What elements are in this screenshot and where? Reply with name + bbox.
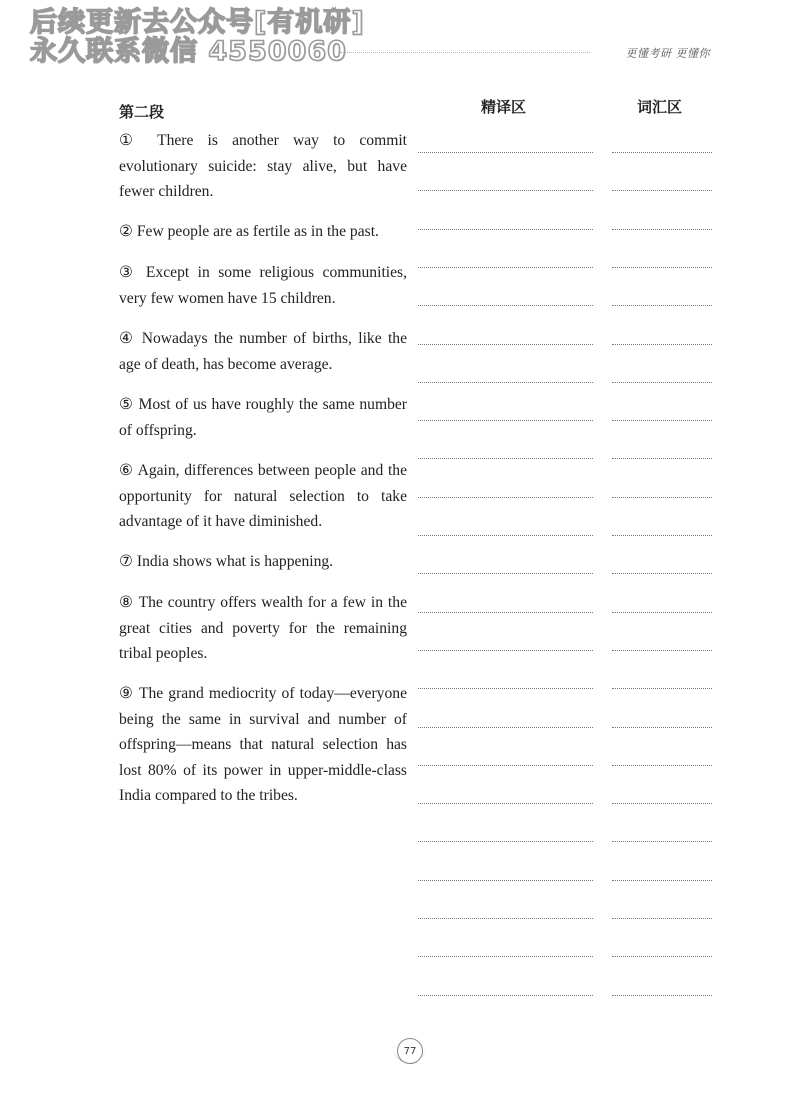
sentence-2: ② Few people are as fertile as in the past. xyxy=(119,223,379,240)
translation-line xyxy=(418,420,593,421)
vocabulary-line xyxy=(612,497,712,498)
vocabulary-line xyxy=(612,382,712,383)
translation-line xyxy=(418,382,593,383)
translation-line xyxy=(418,229,593,230)
vocabulary-line xyxy=(612,688,712,689)
vocabulary-line xyxy=(612,229,712,230)
translation-line xyxy=(418,995,593,996)
sentence-5: ⑤ Most of us have roughly the same number of offspring. xyxy=(119,396,407,439)
translation-line xyxy=(418,152,593,153)
translation-line xyxy=(418,841,593,842)
vocabulary-line xyxy=(612,152,712,153)
vocabulary-column-heading: 词汇区 xyxy=(637,98,683,116)
translation-line xyxy=(418,190,593,191)
vocabulary-line xyxy=(612,535,712,536)
section-title: 第二段 xyxy=(119,103,165,121)
sentence-1: ① There is another way to commit evolutionary suicide: stay alive, but have fewer children. xyxy=(119,132,407,200)
page-number: 77 xyxy=(397,1038,423,1064)
watermark-line-2: 永久联系微信 4550060 xyxy=(30,36,347,67)
vocabulary-line xyxy=(612,267,712,268)
translation-line xyxy=(418,956,593,957)
translation-line xyxy=(418,535,593,536)
vocabulary-line xyxy=(612,458,712,459)
sentence-6: ⑥ Again, differences between people and the opportunity for natural selection to take advantage of it have diminished. xyxy=(119,462,407,530)
sentence-7: ⑦ India shows what is happening. xyxy=(119,553,334,570)
sentence-4: ④ Nowadays the number of births, like the age of death, has become average. xyxy=(119,330,407,373)
sentence-8: ⑧ The country offers wealth for a few in the great cities and poverty for the remaining tribal peoples. xyxy=(119,594,407,662)
translation-line xyxy=(418,344,593,345)
translation-line xyxy=(418,458,593,459)
translation-line xyxy=(418,803,593,804)
vocabulary-line xyxy=(612,305,712,306)
vocabulary-line xyxy=(612,727,712,728)
vocabulary-line xyxy=(612,420,712,421)
watermark-line-1: 后续更新去公众号[有机研] xyxy=(30,7,365,38)
vocabulary-line xyxy=(612,190,712,191)
vocabulary-line xyxy=(612,573,712,574)
translation-line xyxy=(418,918,593,919)
translation-line xyxy=(418,573,593,574)
vocabulary-line xyxy=(612,803,712,804)
sentence-3: ③ Except in some religious communities, very few women have 15 children. xyxy=(119,264,407,307)
translation-line xyxy=(418,497,593,498)
vocabulary-line xyxy=(612,841,712,842)
watermark xyxy=(30,8,365,66)
translation-line xyxy=(418,612,593,613)
vocabulary-line xyxy=(612,918,712,919)
translation-line xyxy=(418,305,593,306)
translation-line xyxy=(418,765,593,766)
header-divider xyxy=(340,52,590,53)
vocabulary-line xyxy=(612,612,712,613)
header-slogan: 更懂考研 更懂你 xyxy=(625,47,710,60)
translation-line xyxy=(418,880,593,881)
sentence-9: ⑨ The grand mediocrity of today—everyone being the same in survival and number of offspring—means that natural selection has lost 80% of its power in upper-middle-class India compared to the tribes. xyxy=(119,685,407,804)
translation-column-heading: 精译区 xyxy=(481,98,527,116)
vocabulary-line xyxy=(612,765,712,766)
translation-line xyxy=(418,688,593,689)
translation-line xyxy=(418,727,593,728)
vocabulary-line xyxy=(612,650,712,651)
vocabulary-line xyxy=(612,344,712,345)
vocabulary-line xyxy=(612,880,712,881)
vocabulary-line xyxy=(612,995,712,996)
vocabulary-line xyxy=(612,956,712,957)
translation-line xyxy=(418,267,593,268)
translation-line xyxy=(418,650,593,651)
